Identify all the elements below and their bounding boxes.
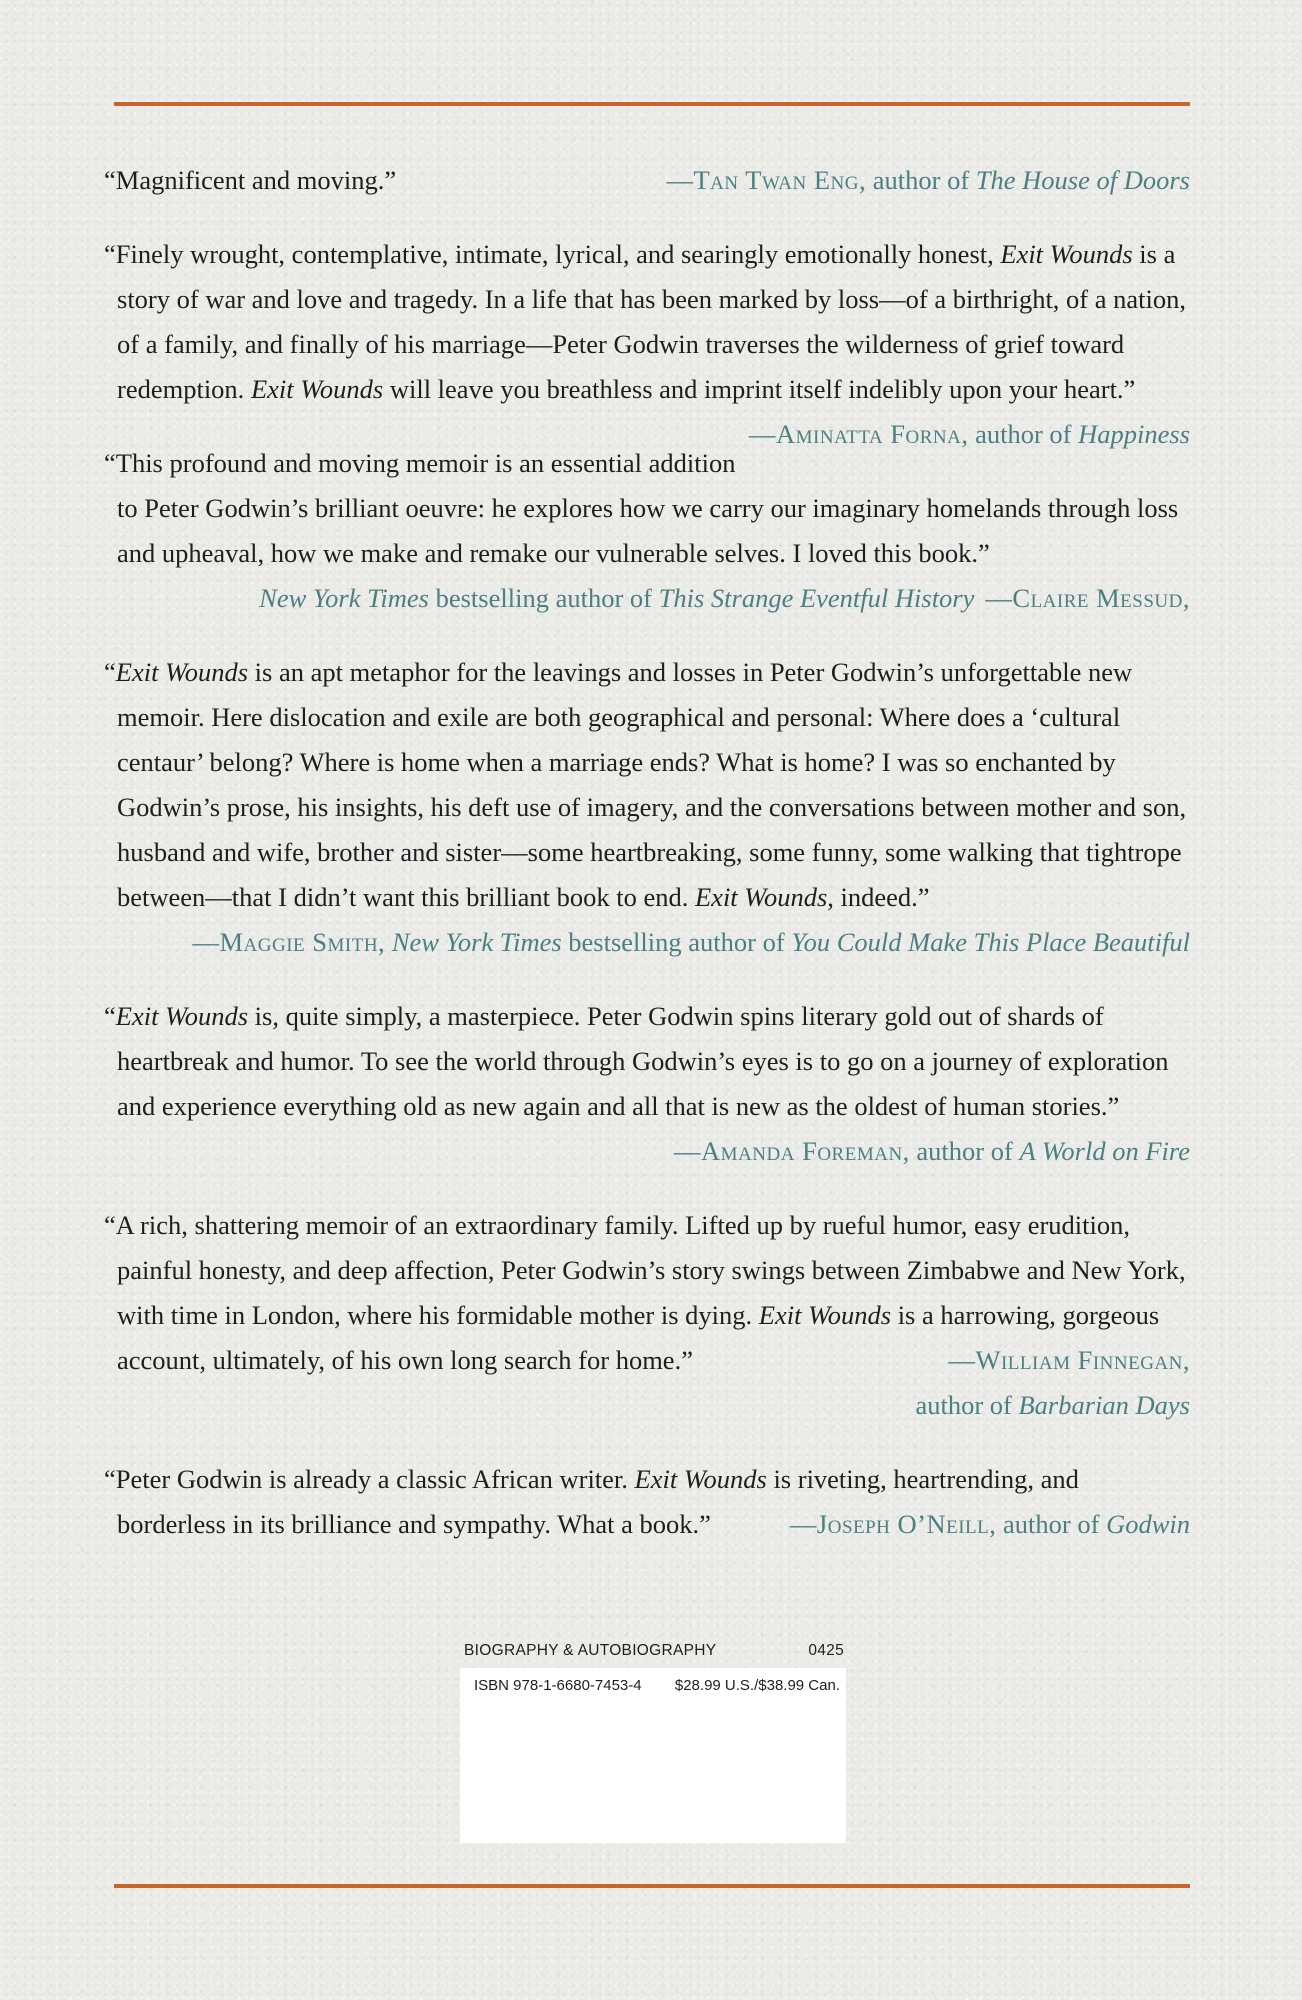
blurb-aminatta-forna [104,232,1190,449]
blurb-attribution-name: —William Finnegan, [948,1345,1190,1375]
barcode-box [458,1638,846,1843]
blurb-claire-messud [104,441,1190,621]
blurb-amanda-foreman [104,994,1190,1174]
isbn-label: ISBN 978-1-6680-7453-4 [474,1677,642,1694]
blurb-attribution: —Maggie Smith, New York Times bestselling author of You Could Make This Place Beautiful [192,927,1190,957]
blurb-tan-twan-eng [104,158,1190,203]
barcode-header [460,1638,846,1666]
barcode-area [460,1668,846,1843]
blurb-quote: “Exit Wounds is, quite simply, a masterpiece. Peter Godwin spins literary gold out of shards of heartbreak and humor. To see the world through Godwin’s eyes is to go on a journey of exploration and experience everything old as new again and all that is new as the oldest of human stories.” [104,1001,1169,1121]
blurb-attribution: —Amanda Foreman, author of A World on Fire [674,1136,1190,1166]
blurb-quote: “Peter Godwin is already a classic African writer. Exit Wounds is riveting, heartrending, and borderless in its brilliance and sympathy. What a book.” [104,1464,1079,1539]
blurb-attribution-credit: New York Times bestselling author of This Strange Eventful History [259,583,975,613]
blurb-quote: “A rich, shattering memoir of an extraordinary family. Lifted up by rueful humor, easy erudition, painful honesty, and deep affection, Peter Godwin’s story swings between Zimbabwe and New York, with time in London, where his formidable mother is dying. Exit Wounds is a harrowing, gorgeous account, ultimately, of his own long search for home.” [104,1210,1186,1375]
blurb-joseph-oneill [104,1457,1190,1547]
blurb-attribution: —Joseph O’Neill, author of Godwin [789,1509,1190,1539]
price-label: $28.99 U.S./$38.99 Can. [674,1677,840,1694]
blurb-quote: “Finely wrought, contemplative, intimate, lyrical, and searingly emotionally honest, Exit Wounds is a story of war and love and tragedy. In a life that has been marked by loss—of a birthright, of a nation, of a family, and finally of his marriage—Peter Godwin traverses the wilderness of grief toward redemption. Exit Wounds will leave you breathless and imprint itself indelibly upon your heart.” [104,239,1187,404]
blurb-attribution-credit: author of Barbarian Days [915,1390,1190,1420]
category-code: 0425 [808,1642,844,1659]
bisac-category: BIOGRAPHY & AUTOBIOGRAPHY [464,1642,717,1659]
blurb-attribution: —Aminatta Forna, author of Happiness [749,419,1190,449]
blurb-william-finnegan [104,1203,1190,1428]
blurbs-list [104,158,1190,1547]
blurb-quote: “This profound and moving memoir is an essential addition to Peter Godwin’s brilliant oeuvre: he explores how we carry our imaginary homelands through loss and upheaval, how we make and remake our vulnerable selves. I loved this book.” [104,448,1179,568]
blurb-maggie-smith [104,650,1190,965]
blurb-quote: “Exit Wounds is an apt metaphor for the leavings and losses in Peter Godwin’s unforgettable new memoir. Here dislocation and exile are both geographical and personal: Where does a ‘cultural centaur’ belong? Where is home when a marriage ends? What is home? I was so enchanted by Godwin’s prose, his insights, his deft use of imagery, and the conversations between mother and son, husband and wife, brother and sister—some heartbreaking, some funny, some walking that tightrope between—that I didn’t want this brilliant book to end. Exit Wounds, indeed.” [104,657,1187,912]
blurb-attribution-name: —Claire Messud, [985,583,1190,613]
bottom-orange-rule [114,1884,1190,1888]
top-orange-rule [114,102,1190,106]
blurb-quote: “Magnificent and moving.” [104,165,397,195]
blurb-attribution: —Tan Twan Eng, author of The House of Doors [666,165,1190,195]
